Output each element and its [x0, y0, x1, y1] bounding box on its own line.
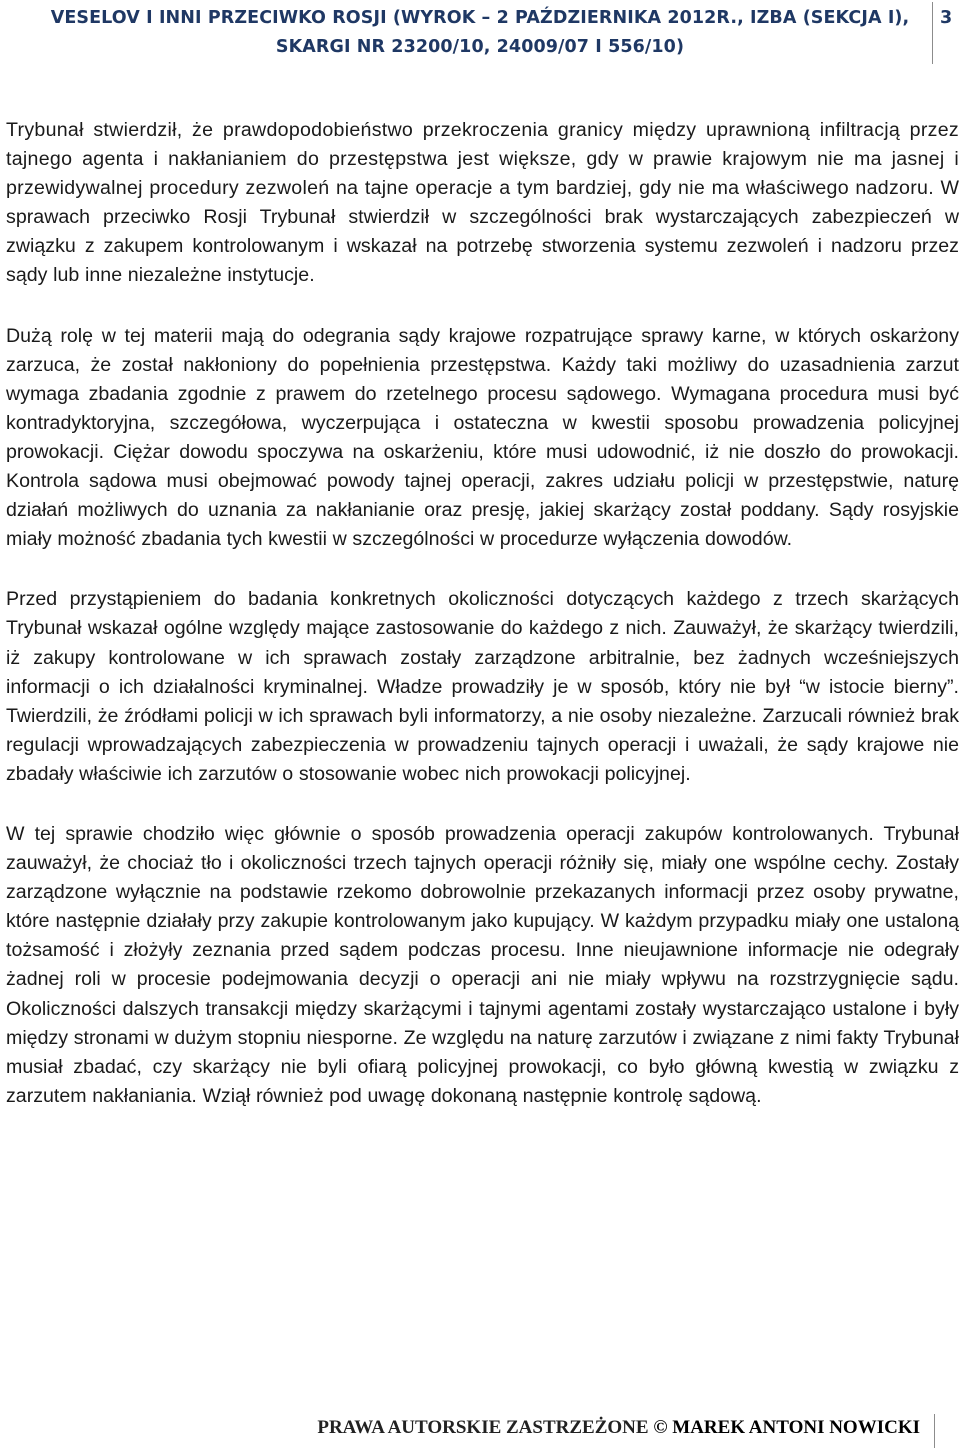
page-footer	[0, 1408, 960, 1448]
page-header	[0, 0, 960, 70]
header-title-line-1: VESELOV I INNI PRZECIWKO ROSJI (WYROK – 2 PAŹDZIERNIKA 2012R., IZBA (SEKCJA I),	[50, 8, 910, 28]
document-body	[6, 116, 959, 1111]
copyright-label: PRAWA AUTORSKIE ZASTRZEŻONE	[317, 1417, 649, 1438]
copyright-icon: ©	[653, 1417, 668, 1438]
paragraph-2: Dużą rolę w tej materii mają do odegrania sądy krajowe rozpatrujące sprawy karne, w których oskarżony zarzuca, że został nakłoniony do popełnienia przestępstwa. Każdy taki możliwy do uzasadnienia zarzut wymaga zbadania zgodnie z prawem do rzetelnego procesu sądowego. Wymagana procedura musi być kontradyktoryjna, szczegółowa, wyczerpująca i ostateczna w kwestii sposobu prowadzenia policyjnej prowokacji. Ciężar dowodu spoczywa na oskarżeniu, które musi udowodnić, iż nie doszło do prowokacji. Kontrola sądowa musi obejmować powody tajnej operacji, zakres udziału policji w przestępstwie, naturę działań możliwych do uznania za nakłanianie oraz presję, jakiej skarżący został poddany. Sądy rosyjskie miały możność zbadania tych kwestii w szczególności w procedurze wyłączenia dowodów.	[6, 324, 959, 551]
paragraph-1-part-1: Trybunał stwierdził, że prawdopodobieństwo przekroczenia granicy między uprawnioną infiltracją przez tajnego agenta i nakłanianiem do przestępstwa jest większe, gdy w prawie krajowym nie ma jasnej i przewidywalnej procedury zezwoleń na tajne operacje a tym bardziej, gdy nie ma właściwego nadzoru.	[6, 119, 959, 200]
footer-divider	[934, 1414, 935, 1448]
header-title	[40, 4, 920, 62]
paragraph-1	[6, 116, 959, 291]
paragraph-1-part-2: W sprawach przeciwko Rosji Trybunał stwierdził w szczególności brak wystarczających zabezpieczeń w związku z zakupem kontrolowanym i wskazał na potrzebę stworzenia systemu zezwoleń i nadzoru przez sądy lub inne niezależne instytucje.	[6, 177, 959, 287]
copyright-notice	[0, 1413, 920, 1443]
header-divider	[932, 2, 933, 64]
page-number: 3	[940, 8, 953, 28]
header-title-line-2: SKARGI NR 23200/10, 24009/07 I 556/10)	[275, 37, 685, 57]
author-name: MAREK ANTONI NOWICKI	[672, 1417, 920, 1438]
paragraph-4: W tej sprawie chodziło więc głównie o sposób prowadzenia operacji zakupów kontrolowanych. Trybunał zauważył, że chociaż tło i okoliczności trzech tajnych operacji różniły się, miały one wspólne cechy. Zostały zarządzone wyłącznie na podstawie rzekomo dobrowolnie przekazanych informacji przez osoby prywatne, które następnie działały przy zakupie kontrolowanym jako kupujący. W każdym przypadku miały one ustaloną tożsamość i złożyły zeznania przed sądem podczas procesu. Inne nieujawnione informacje nie odegrały żadnej roli w procesie podejmowania decyzji o operacji ani nie miały wpływu na rozstrzygnięcie sądu. Okoliczności dalszych transakcji między skarżącymi i tajnymi agentami zostały wystarczająco ustalone i były między stronami w dużym stopniu niesporne. Ze względu na naturę zarzutów i związane z nimi fakty Trybunał musiał zbadać, czy skarżący nie byli ofiarą policyjnej prowokacji, co było główną kwestią w związku z zarzutem nakłaniania. Wziął również pod uwagę dokonaną następnie kontrolę sądową.	[6, 822, 959, 1107]
paragraph-3: Przed przystąpieniem do badania konkretnych okoliczności dotyczących każdego z trzech skarżących Trybunał wskazał ogólne względy mające zastosowanie do każdego z nich. Zauważył, że skarżący twierdzili, iż zakupy kontrolowane w ich sprawach zostały zarządzone arbitralnie, bez żadnych wcześniejszych informacji o ich działalności kryminalnej. Władze prowadziły je w sposób, który nie był “w istocie bierny”. Twierdzili, że źródłami policji w ich sprawach byli informatorzy, a nie osoby niezależne. Zarzucali również brak regulacji wprowadzających zabezpieczenia w prowadzeniu tajnych operacji i uważali, że sądy krajowe nie zbadały właściwie ich zarzutów o stosowanie wobec nich prowokacji policyjnej.	[6, 588, 959, 785]
